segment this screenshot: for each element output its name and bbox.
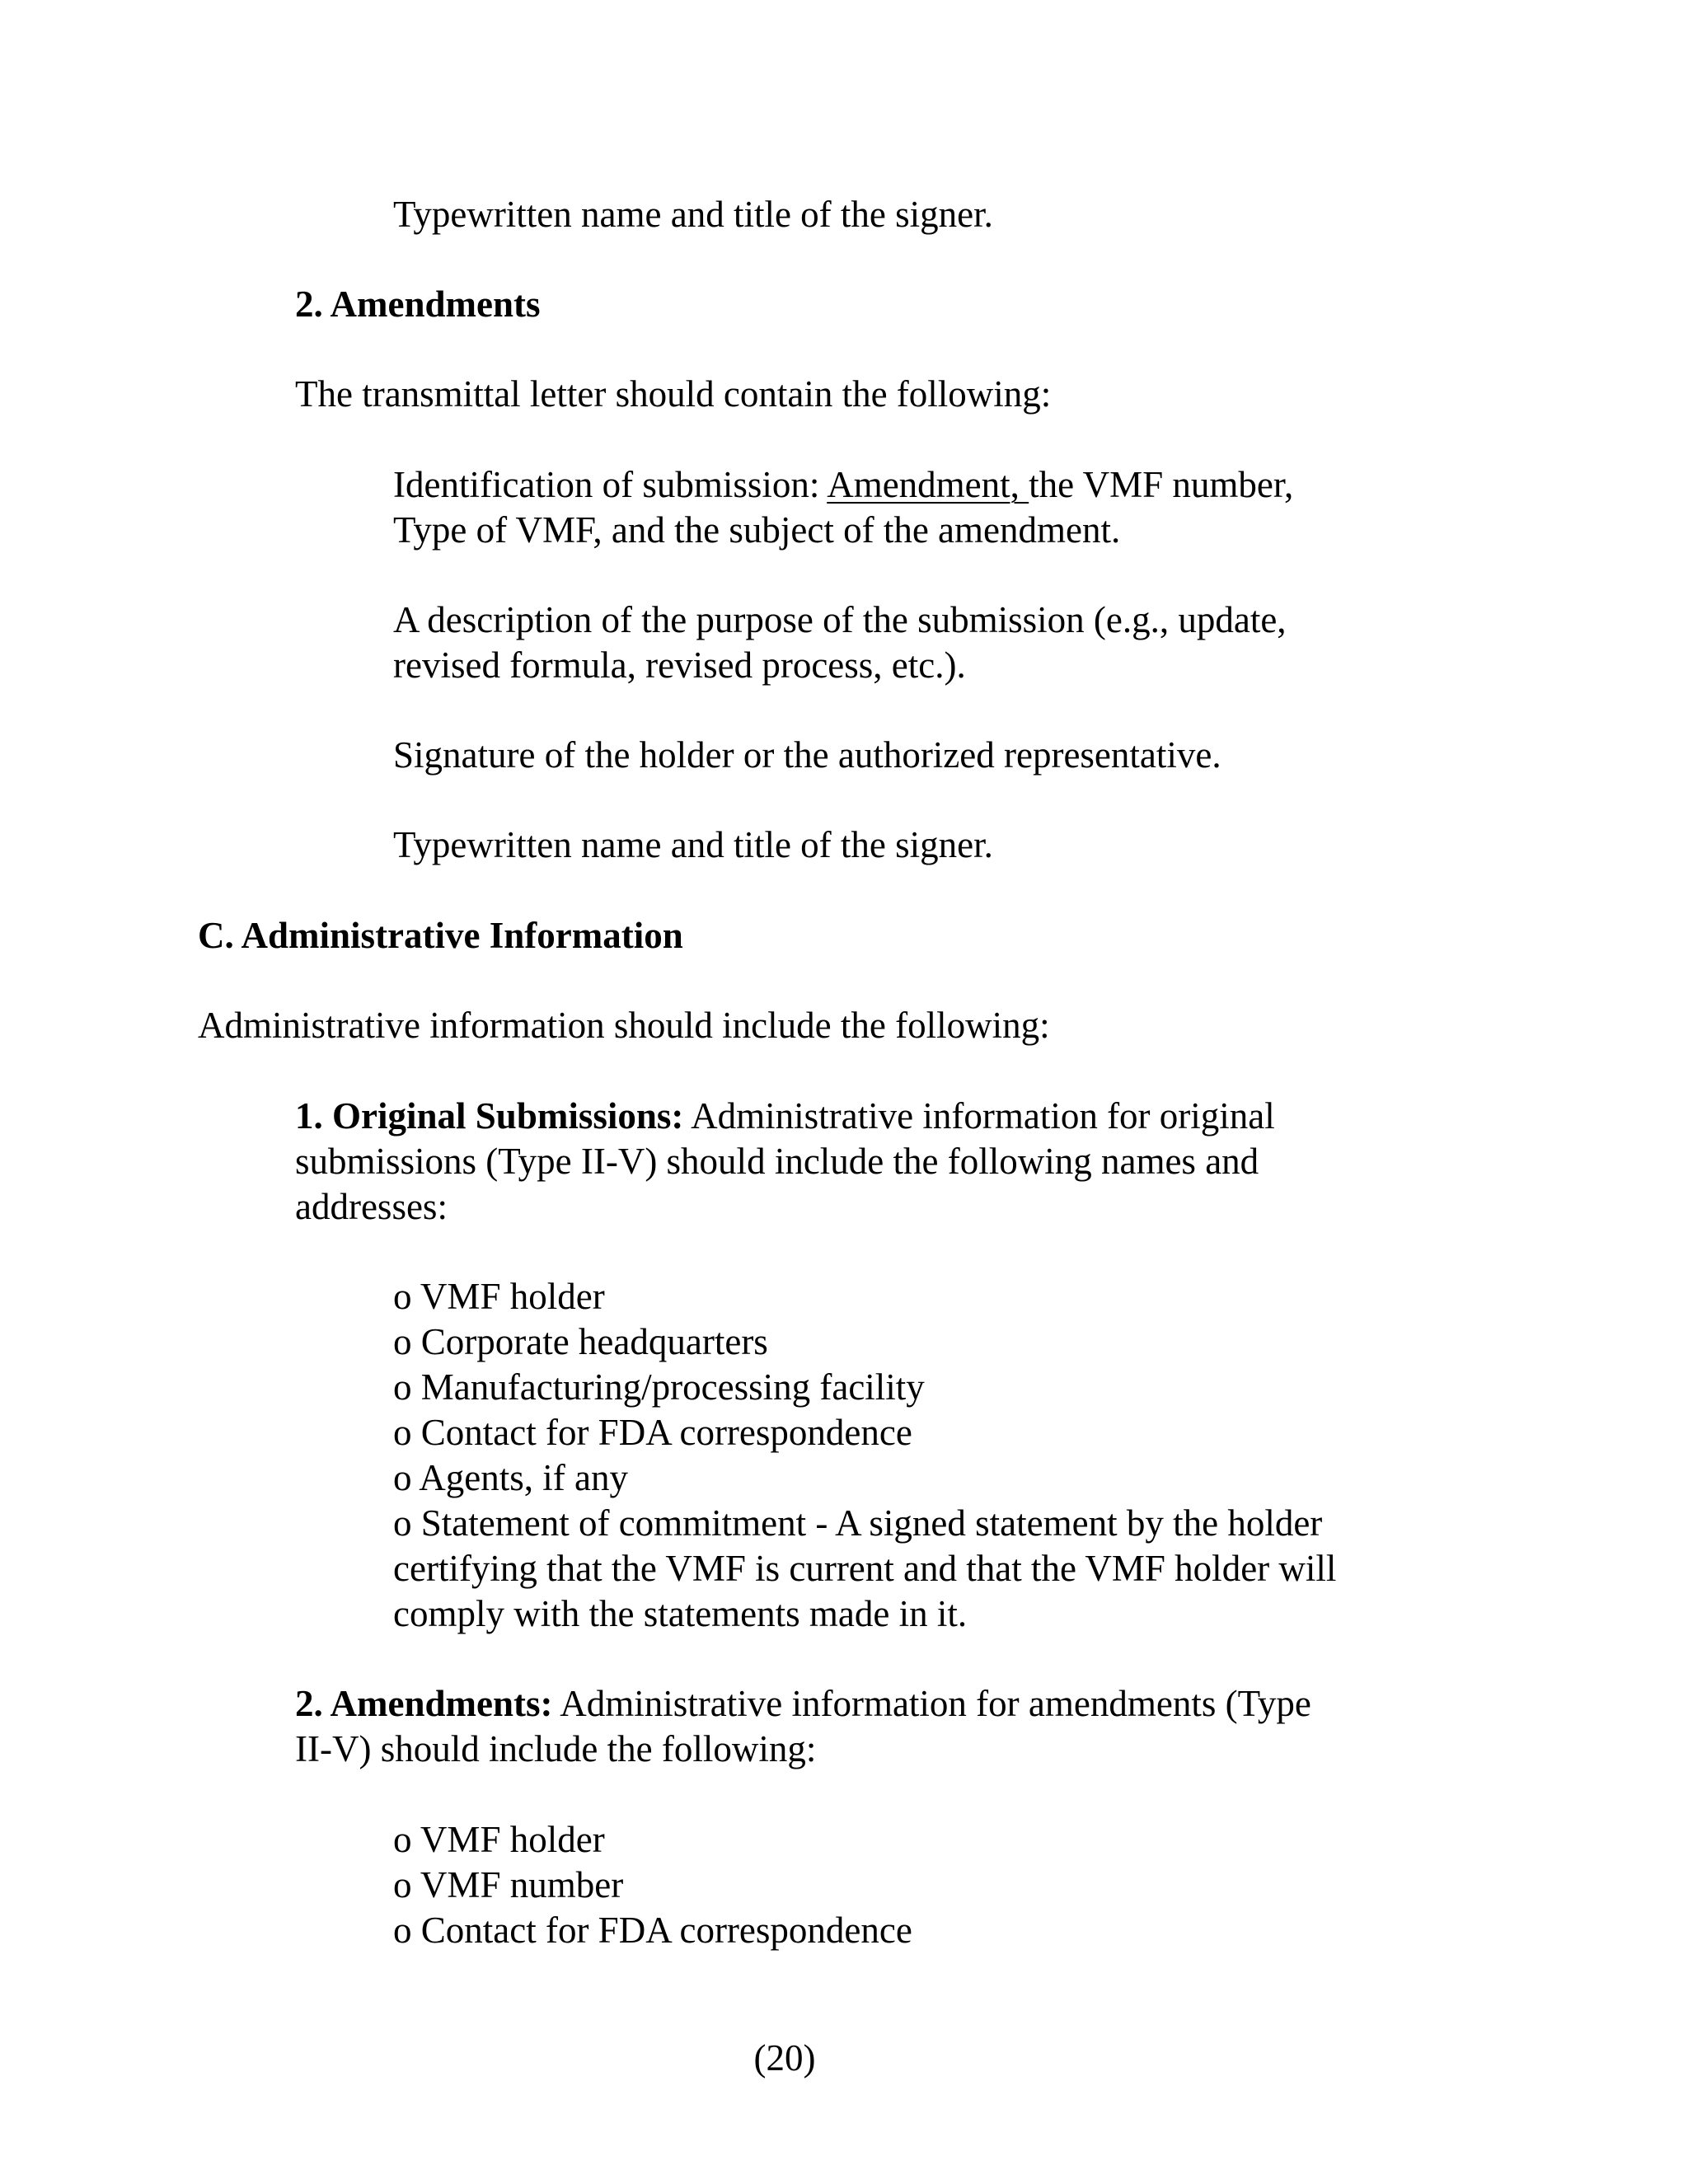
list-item: o Manufacturing/processing facility <box>393 1366 925 1408</box>
original-submissions-label: 1. Original Submissions: <box>295 1095 684 1137</box>
administrative-heading: C. Administrative Information <box>198 915 683 956</box>
list-item: o Corporate headquarters <box>393 1321 768 1362</box>
identification-line-1 <box>393 462 1293 508</box>
intro-typewritten-line: Typewritten name and title of the signer. <box>393 194 993 235</box>
identification-underlined: Amendment, <box>827 464 1029 505</box>
amendments-info-text: Administrative information for amendments (Type <box>552 1683 1311 1724</box>
amendments-info-label: 2. Amendments: <box>295 1683 553 1724</box>
amendments-info-line-2: II-V) should include the following: <box>295 1728 817 1769</box>
amendments-info-line-1 <box>295 1681 1311 1727</box>
commitment-line-3: comply with the statements made in it. <box>393 1593 968 1634</box>
description-line-2: revised formula, revised process, etc.). <box>393 644 966 686</box>
original-submissions-line-1 <box>295 1094 1275 1139</box>
transmittal-lead: The transmittal letter should contain the following: <box>295 373 1052 415</box>
original-submissions-line-2: submissions (Type II-V) should include the following names and <box>295 1141 1259 1182</box>
list-item: o Contact for FDA correspondence <box>393 1910 912 1951</box>
original-submissions-line-3: addresses: <box>295 1186 448 1227</box>
list-item: o Contact for FDA correspondence <box>393 1412 912 1453</box>
list-item: o Statement of commitment - A signed statement by the holder <box>393 1502 1323 1544</box>
administrative-lead: Administrative information should include the following: <box>198 1005 1050 1046</box>
list-item: o VMF number <box>393 1864 624 1905</box>
description-line-1: A description of the purpose of the submission (e.g., update, <box>393 599 1287 640</box>
identification-line-2: Type of VMF, and the subject of the amendment. <box>393 509 1121 551</box>
amendments-heading: 2. Amendments <box>295 284 541 325</box>
original-submissions-text: Administrative information for original <box>683 1095 1275 1137</box>
page-number: (20) <box>753 2037 816 2079</box>
list-item: o VMF holder <box>393 1819 605 1860</box>
commitment-line-2: certifying that the VMF is current and that the VMF holder will <box>393 1548 1337 1589</box>
typewritten-line: Typewritten name and title of the signer. <box>393 824 993 865</box>
identification-prefix: Identification of submission: <box>393 464 828 505</box>
list-item: o VMF holder <box>393 1276 605 1317</box>
identification-suffix: the VMF number, <box>1029 464 1294 505</box>
list-item: o Agents, if any <box>393 1457 628 1498</box>
signature-line: Signature of the holder or the authorized representative. <box>393 734 1221 776</box>
